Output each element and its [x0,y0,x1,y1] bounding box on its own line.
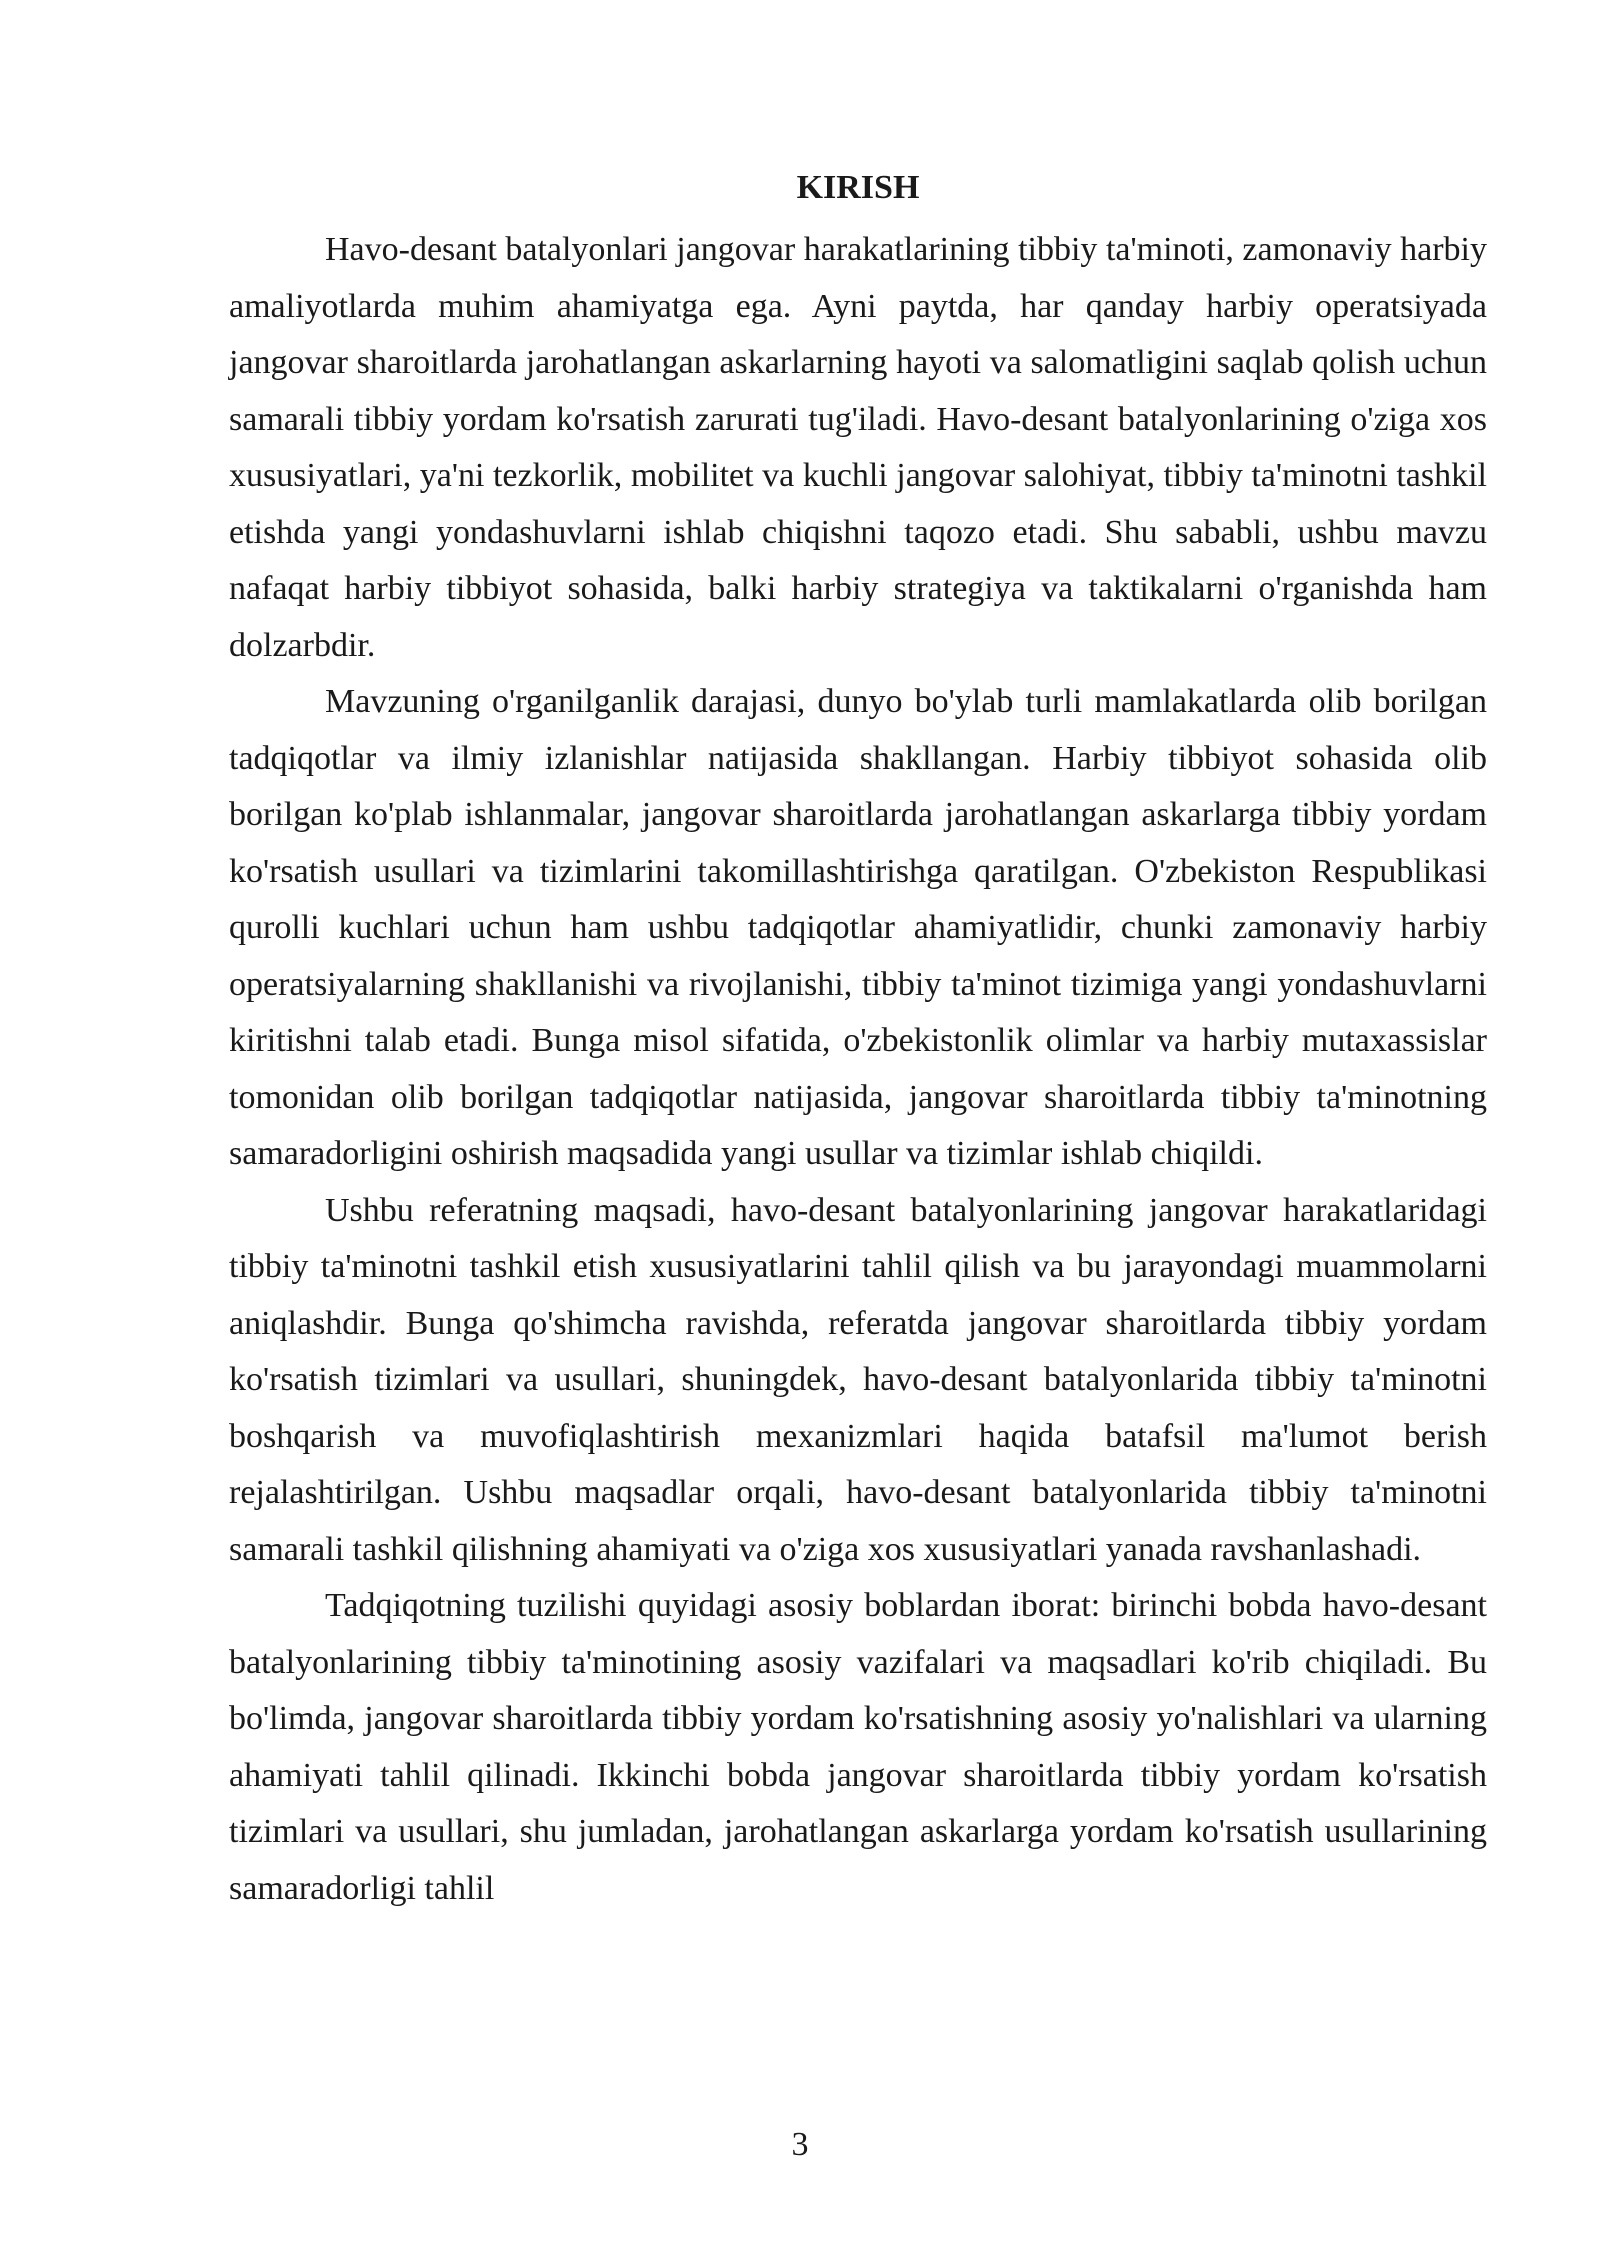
paragraph-intro: Havo-desant batalyonlari jangovar harakatlarining tibbiy ta'minoti, zamonaviy harbiy amaliyotlarda muhim ahamiyatga ega. Ayni paytda, har qanday harbiy operatsiyada jangovar sharoitlarda jarohatlangan askarlarning hayoti va salomatligini saqlab qolish uchun samarali tibbiy yordam ko'rsatish zarurati tug'iladi. Havo-desant batalyonlarining o'ziga xos xususiyatlari, ya'ni tezkorlik, mobilitet va kuchli jangovar salohiyat, tibbiy ta'minotni tashkil etishda yangi yondashuvlarni ishlab chiqishni taqozo etadi. Shu sababli, ushbu mavzu nafaqat harbiy tibbiyot sohasida, balki harbiy strategiya va taktikalarni o'rganishda ham dolzarbdir. [229,231,1487,664]
paragraph-study-level: Mavzuning o'rganilganlik darajasi, dunyo bo'ylab turli mamlakatlarda olib borilgan tadqiqotlar va ilmiy izlanishlar natijasida shakllangan. Harbiy tibbiyot sohasida olib borilgan ko'plab ishlanmalar, jangovar sharoitlarda jarohatlangan askarlarga tibbiy yordam ko'rsatish usullari va tizimlarini takomillashtirishga qaratilgan. O'zbekiston Respublikasi qurolli kuchlari uchun ham ushbu tadqiqotlar ahamiyatlidir, chunki zamonaviy harbiy operatsiyalarning shakllanishi va rivojlanishi, tibbiy ta'minot tizimiga yangi yondashuvlarni kiritishni talab etadi. Bunga misol sifatida, o'zbekistonlik olimlar va harbiy mutaxassislar tomonidan olib borilgan tadqiqotlar natijasida, jangovar sharoitlarda tibbiy ta'minotning samaradorligini oshirish maqsadida yangi usullar va tizimlar ishlab chiqildi. [229,683,1487,1172]
page-number: 3 [791,2126,809,2163]
paragraph-goal: Ushbu referatning maqsadi, havo-desant batalyonlarining jangovar harakatlaridagi tibbiy ta'minotni tashkil etish xususiyatlarini tahlil qilish va bu jarayondagi muammolarni aniqlashdir. Bunga qo'shimcha ravishda, referatda jangovar sharoitlarda tibbiy yordam ko'rsatish tizimlari va usullari, shuningdek, havo-desant batalyonlarida tibbiy ta'minotni boshqarish va muvofiqlashtirish mexanizmlari haqida batafsil ma'lumot berish rejalashtirilgan. Ushbu maqsadlar orqali, havo-desant batalyonlarida tibbiy ta'minotni samarali tashkil qilishning ahamiyati va o'ziga xos xususiyatlari yanada ravshanlashadi. [229,1191,1487,1568]
paragraph-structure: Tadqiqotning tuzilishi quyidagi asosiy boblardan iborat: birinchi bobda havo-desant batalyonlarining tibbiy ta'minotining asosiy vazifalari va maqsadlari ko'rib chiqiladi. Bu bo'limda, jangovar sharoitlarda tibbiy yordam ko'rsatishning asosiy yo'nalishlari va ularning ahamiyati tahlil qilinadi. Ikkinchi bobda jangovar sharoitlarda tibbiy yordam ko'rsatish tizimlari va usullari, shu jumladan, jarohatlangan askarlarga yordam ko'rsatish usullarining samaradorligi tahlil [229,1587,1487,1907]
page-content [229,160,1487,1917]
section-title: KIRISH [796,169,920,206]
